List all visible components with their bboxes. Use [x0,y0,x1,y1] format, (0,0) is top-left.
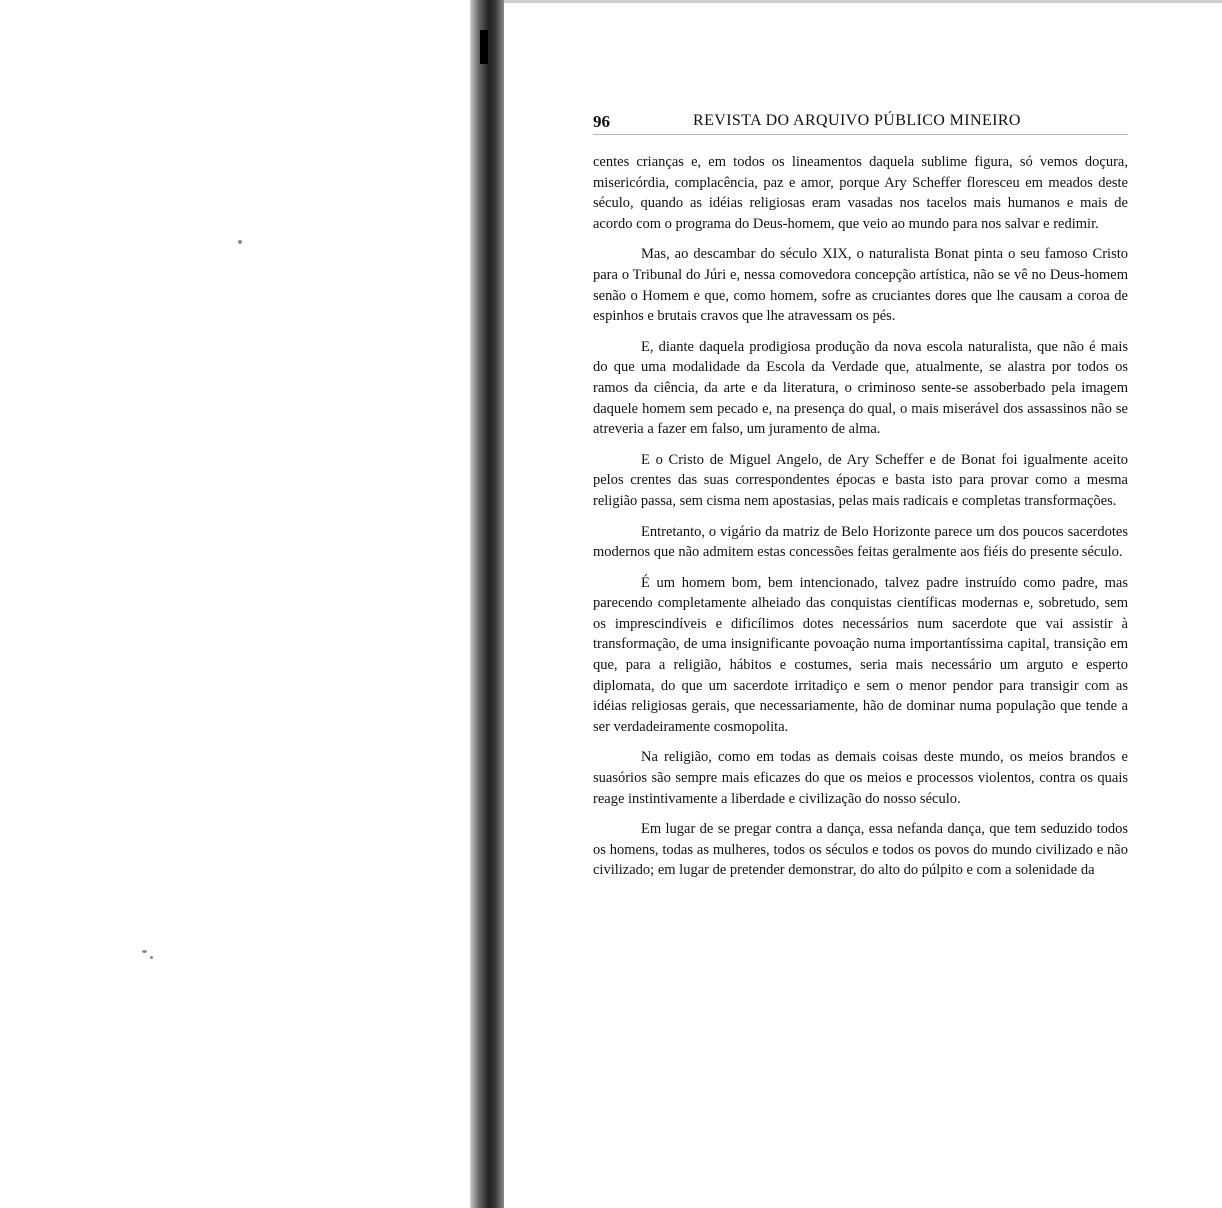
page-number: 96 [593,112,610,131]
dust-speck [150,956,153,959]
left-page-blank [0,0,470,1208]
dust-speck [142,950,147,953]
paragraph: É um homem bom, bem intencionado, talvez padre instruído como padre, mas parecendo completamente alheiado das conquistas científicas modernas e, sobretudo, sem os imprescindíveis e dificílimos dotes necessários num sacerdote que vai assistir à transformação, de uma insignificante povoação numa importantíssima capital, transição em que, para a religião, hábitos e costumes, seria mais necessário um arguto e esperto diplomata, do que um sacerdote irritadiço e sem o menor pendor para transigir com as idéias religiosas gerais, que necessariamente, hão de dominar numa população que tende a ser verdadeiramente cosmopolita. [593,574,1128,735]
paragraph: Entretanto, o vigário da matriz de Belo Horizonte parece um dos poucos sacerdotes modernos que não admitem estas concessões feitas geralmente aos fiéis do presente século. [593,523,1128,561]
body-text [593,152,1128,891]
paragraph: Na religião, como em todas as demais coisas deste mundo, os meios brandos e suasórios são sempre mais eficazes do que os meios e processos violentos, contra os quais reage instintivamente a liberdade e civilização do nosso século. [593,749,1128,807]
running-head [593,112,1128,135]
paragraph: E o Cristo de Miguel Angelo, de Ary Scheffer e de Bonat foi igualmente aceito pelos crentes das suas correspondentes épocas e basta isto para provar como a mesma religião passa, sem cisma nem apostasias, pelas mais radicais e completas transformações. [593,451,1128,509]
gutter-mark [480,30,488,64]
journal-title: REVISTA DO ARQUIVO PÚBLICO MINEIRO [693,112,1021,129]
paragraph: E, diante daquela prodigiosa produção da nova escola naturalista, que não é mais do que uma modalidade da Escola da Verdade que, atualmente, se alastra por todos os ramos da ciência, da arte e da literatura, o criminoso sente-se assoberbado pela imagem daquele homem sem pecado e, na presença do qual, o mais miserável dos assassinos não se atreveria a fazer em falso, um juramento de alma. [593,338,1128,438]
paragraph: Mas, ao descambar do século XIX, o naturalista Bonat pinta o seu famoso Cristo para o Tribunal do Júri e, nessa comovedora concepção artística, não se vê no Deus-homem senão o Homem e que, como homem, sofre as cruciantes dores que lhe causam a coroa de espinhos e brutais cravos que lhe atravessam os pés. [593,246,1128,325]
dust-speck [238,240,242,244]
paragraph: centes crianças e, em todos os lineamentos daquela sublime figura, só vemos doçura, misericórdia, complacência, paz e amor, porque Ary Scheffer floresceu em meados deste século, quando as idéias religiosas eram vasadas nos tacelos mais humanos e mais de acordo com o programa do Deus-homem, que veio ao mundo para nos salvar e redimir. [593,154,1128,232]
paragraph: Em lugar de se pregar contra a dança, essa nefanda dança, que tem seduzido todos os homens, todas as mulheres, todos os séculos e todos os povos do mundo civilizado e não civilizado; em lugar de pretender demonstrar, do alto do púlpito e com a solenidade da [593,821,1128,879]
book-gutter-shadow [470,0,504,1208]
